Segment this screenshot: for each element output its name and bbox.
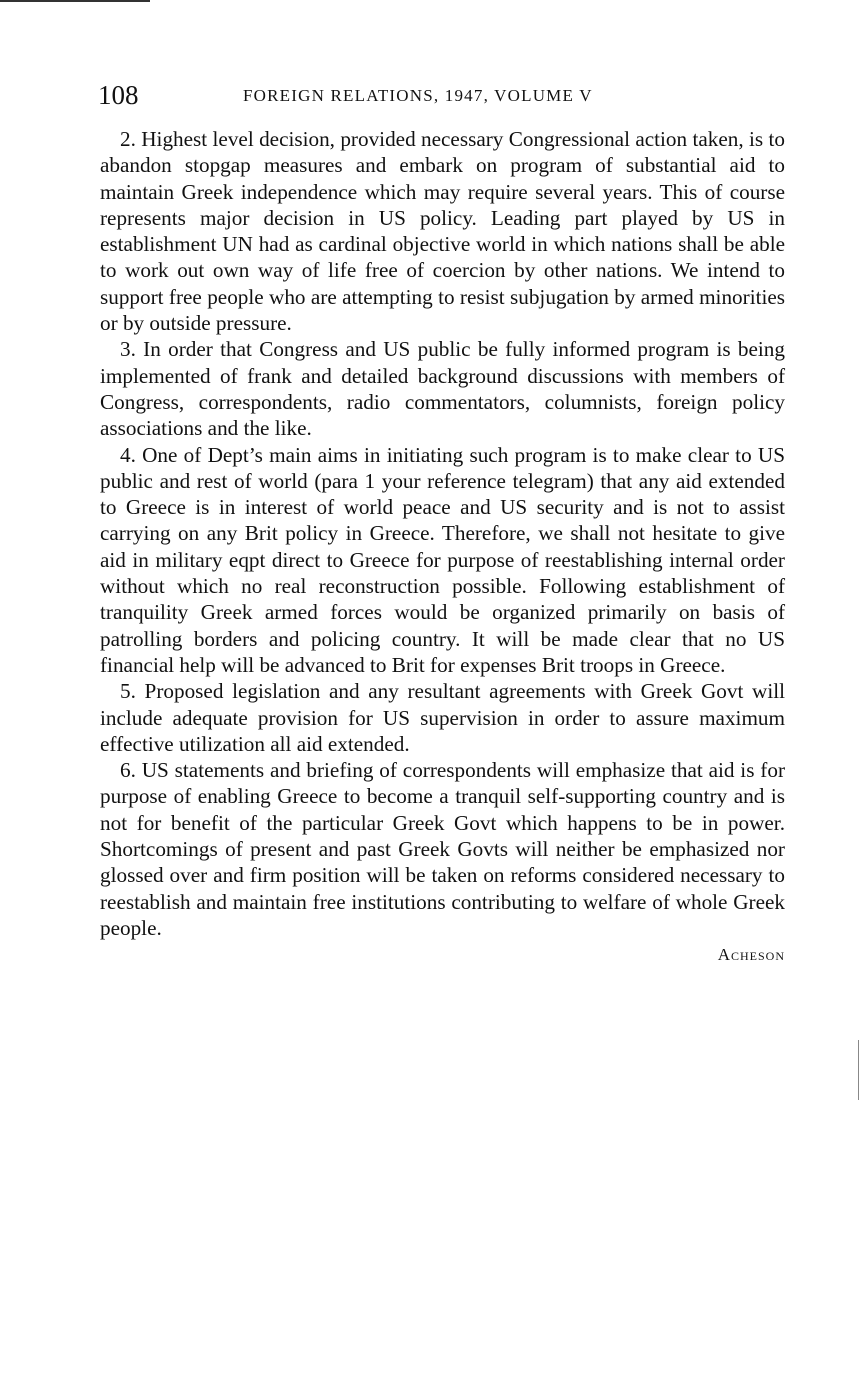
- paragraph-6: 6. US statements and briefing of correspondents will emphasize that aid is for purpose of enabling Greece to become a tranquil self-supporting country and is not for benefit of the particular Greek Govt which happens to be in power. Shortcomings of present and past Greek Govts will neither be emphasized nor glossed over and firm position will be taken on reforms considered necessary to reestablish and maintain free institutions contributing to welfare of whole Greek people.: [100, 758, 785, 940]
- body-text: [100, 126, 785, 967]
- signature: Acheson: [717, 945, 785, 965]
- paragraph-2: 2. Highest level decision, provided necessary Congressional action taken, is to abandon stopgap measures and embark on program of substantial aid to maintain Greek independence which may require several years. This of course represents major decision in US policy. Leading part played by US in establishment UN had as cardinal objective world in which nations shall be able to work out own way of life free of coercion by other nations. We intend to support free people who are attempting to resist subjugation by armed minorities or by outside pressure.: [100, 127, 785, 336]
- top-rule-divider: [0, 0, 150, 2]
- running-head-title: FOREIGN RELATIONS, 1947, VOLUME V: [243, 86, 593, 105]
- page-header: [98, 80, 788, 114]
- scan-edge-mark: [858, 1040, 859, 1100]
- paragraph-3: 3. In order that Congress and US public be fully informed program is being implemented of frank and detailed background discussions with members of Congress, correspondents, radio commentators, columnists, foreign policy associations and the like.: [100, 337, 785, 441]
- page-number: 108: [98, 80, 139, 110]
- paragraph-5: 5. Proposed legislation and any resultant agreements with Greek Govt will include adequate provision for US supervision in order to assure maximum effective utilization all aid extended.: [100, 679, 785, 756]
- paragraph-4: 4. One of Dept’s main aims in initiating such program is to make clear to US public and rest of world (para 1 your reference telegram) that any aid extended to Greece is in interest of world peace and US security and is not to assist carrying on any Brit policy in Greece. Therefore, we shall not hesitate to give aid in military eqpt direct to Greece for purpose of reestablishing internal order without which no real reconstruction possible. Following establishment of tranquility Greek armed forces would be organized primarily on basis of patrolling borders and policing country. It will be made clear that no US financial help will be advanced to Brit for expenses Brit troops in Greece.: [100, 442, 785, 677]
